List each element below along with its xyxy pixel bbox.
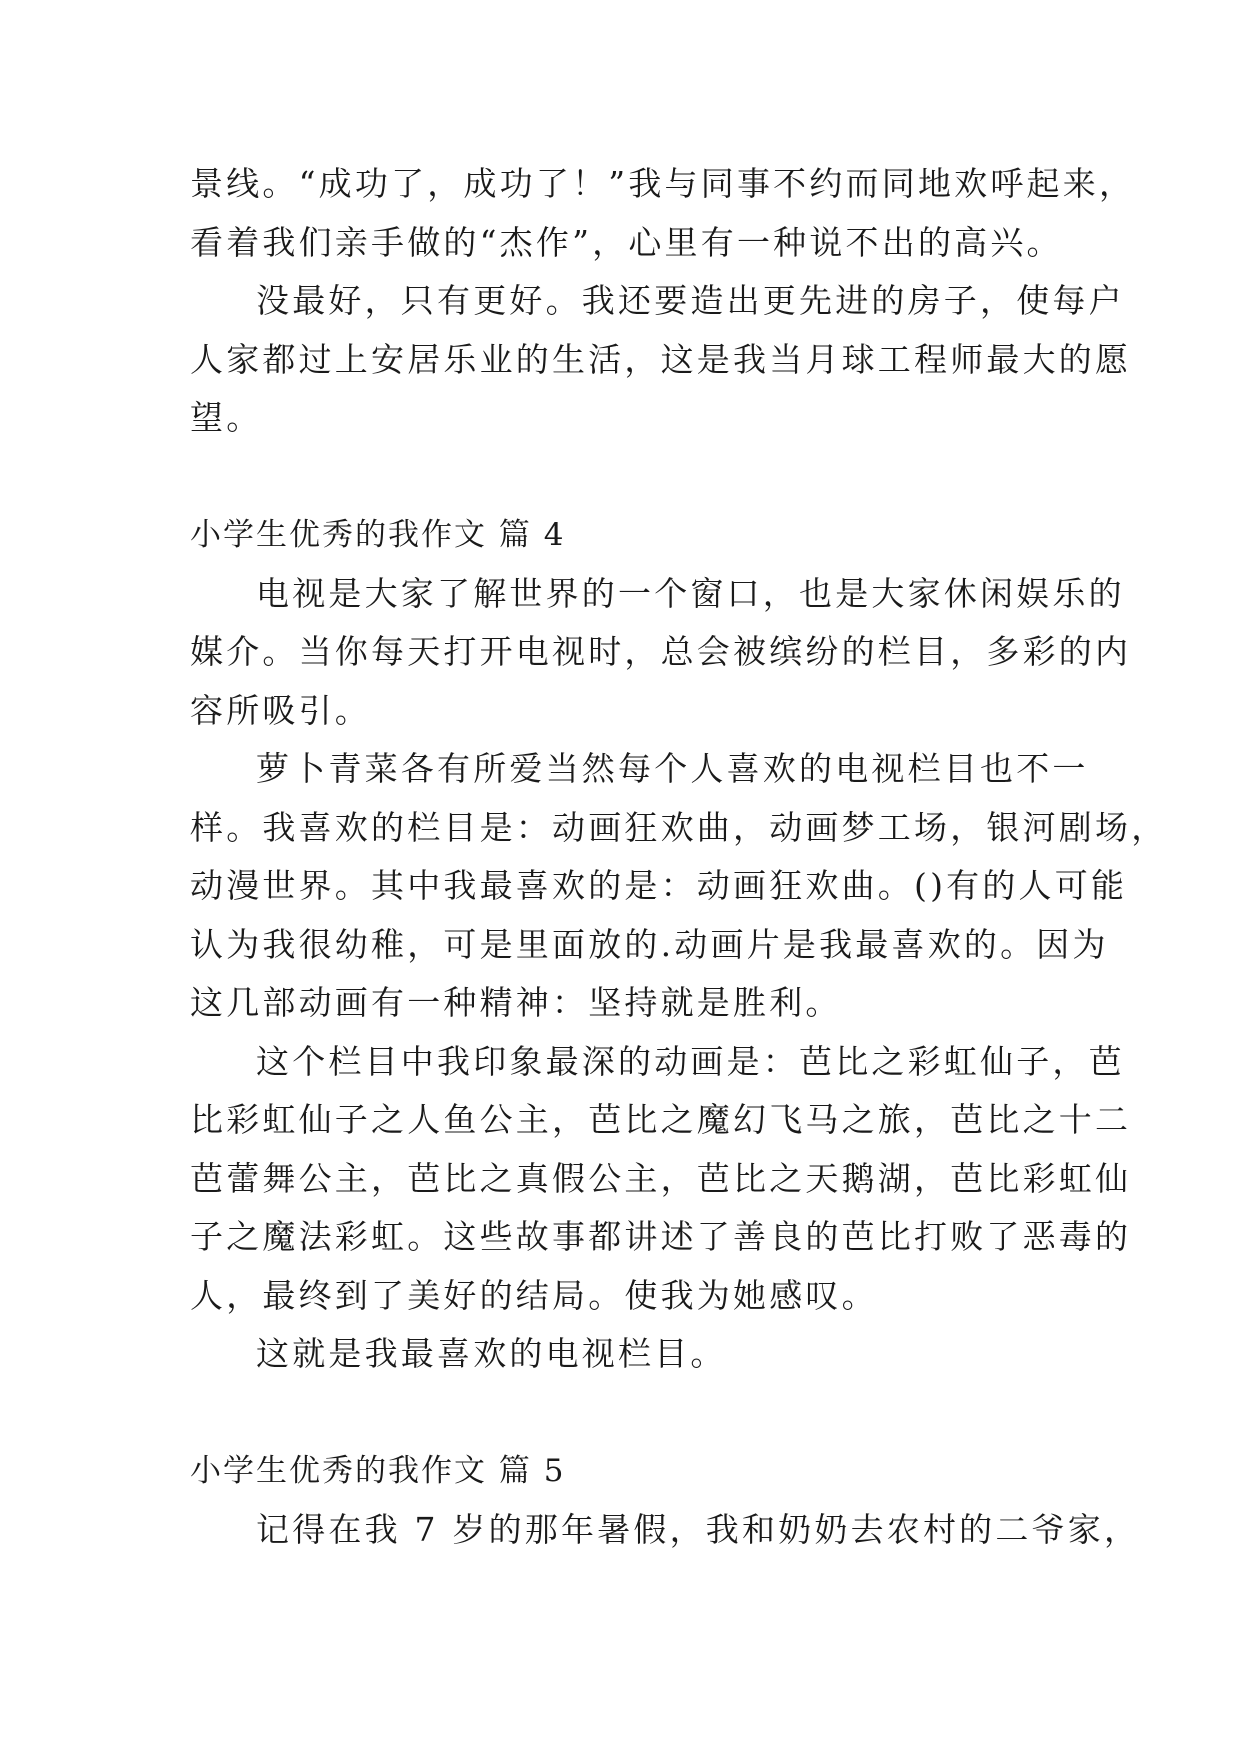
paragraph-line: 人家都过上安居乐业的生活，这是我当月球工程师最大的愿 bbox=[190, 339, 1132, 379]
paragraph-line: 电视是大家了解世界的一个窗口，也是大家休闲娱乐的 bbox=[256, 573, 1125, 613]
section-heading: 小学生优秀的我作文 篇 4 bbox=[190, 517, 566, 553]
paragraph-line: 记得在我 7 岁的那年暑假，我和奶奶去农村的二爷家， bbox=[256, 1509, 1141, 1549]
paragraph-line: 没最好，只有更好。我还要造出更先进的房子，使每户 bbox=[256, 281, 1125, 320]
paragraph-line: 样。我喜欢的栏目是：动画狂欢曲，动画梦工场，银河剧场， bbox=[190, 807, 1168, 847]
paragraph-line: 芭蕾舞公主，芭比之真假公主，芭比之天鹅湖，芭比彩虹仙 bbox=[190, 1158, 1132, 1198]
paragraph-line: 景线。“成功了，成功了！”我与同事不约而同地欢呼起来， bbox=[190, 164, 1136, 203]
paragraph-line: 人，最终到了美好的结局。使我为她感叹。 bbox=[190, 1275, 878, 1315]
paragraph-line: 这个栏目中我印象最深的动画是：芭比之彩虹仙子，芭 bbox=[256, 1041, 1125, 1081]
paragraph-line: 子之魔法彩虹。这些故事都讲述了善良的芭比打败了恶毒的 bbox=[190, 1217, 1132, 1256]
document-page bbox=[190, 155, 1168, 1559]
paragraph-line: 这就是我最喜欢的电视栏目。 bbox=[256, 1334, 727, 1373]
paragraph-line: 认为我很幼稚，可是里面放的.动画片是我最喜欢的。因为 bbox=[190, 924, 1109, 964]
paragraph-line: 萝卜青菜各有所爱当然每个人喜欢的电视栏目也不一 bbox=[256, 749, 1089, 788]
paragraph-line: 容所吸引。 bbox=[190, 690, 371, 730]
paragraph-line: 比彩虹仙子之人鱼公主，芭比之魔幻飞马之旅，芭比之十二 bbox=[190, 1100, 1132, 1139]
paragraph-line: 看着我们亲手做的“杰作”，心里有一种说不出的高兴。 bbox=[190, 222, 1063, 262]
paragraph-line: 动漫世界。其中我最喜欢的是：动画狂欢曲。()有的人可能 bbox=[190, 866, 1128, 905]
paragraph-line: 望。 bbox=[190, 398, 263, 437]
section-heading: 小学生优秀的我作文 篇 5 bbox=[190, 1453, 566, 1489]
paragraph-line: 媒介。当你每天打开电视时，总会被缤纷的栏目，多彩的内 bbox=[190, 632, 1132, 671]
paragraph-line: 这几部动画有一种精神：坚持就是胜利。 bbox=[190, 983, 842, 1022]
